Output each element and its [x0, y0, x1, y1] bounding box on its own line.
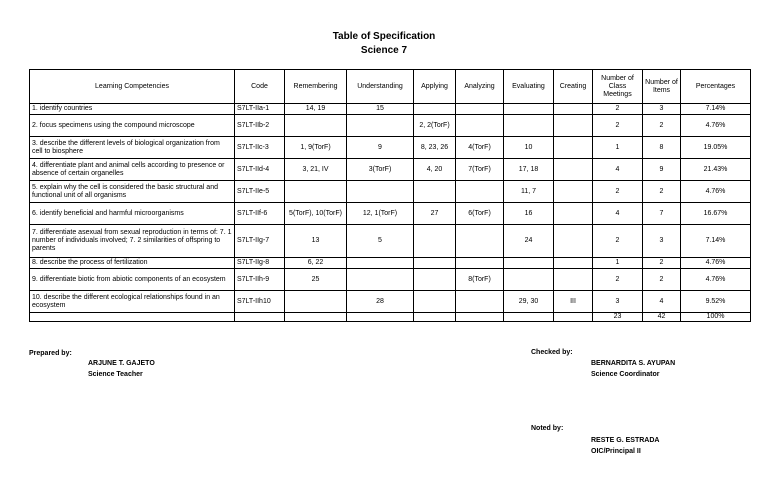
cell-understanding: 15 — [347, 104, 414, 115]
cell-remembering: 13 — [285, 225, 347, 258]
cell-evaluating — [504, 104, 554, 115]
cell-analyzing — [456, 291, 504, 313]
cell-meetings: 1 — [593, 258, 643, 269]
cell-meetings: 2 — [593, 181, 643, 203]
header-code: Code — [235, 70, 285, 104]
table-row — [30, 181, 751, 203]
cell-remembering — [285, 115, 347, 137]
cell-competency: 4. differentiate plant and animal cells according to presence or absence of certain organelles — [30, 159, 235, 181]
cell-remembering: 6, 22 — [285, 258, 347, 269]
cell-analyzing — [456, 258, 504, 269]
cell-code: S7LT-IIg-8 — [235, 258, 285, 269]
cell-applying — [414, 104, 456, 115]
empty-cell — [30, 313, 235, 322]
cell-meetings: 1 — [593, 137, 643, 159]
table-row — [30, 258, 751, 269]
cell-code: S7LT-IId-4 — [235, 159, 285, 181]
cell-competency: 7. differentiate asexual from sexual reproduction in terms of: 7. 1 number of individuals involved; 7. 2 similarities of offspring to parents — [30, 225, 235, 258]
empty-cell — [554, 313, 593, 322]
cell-creating — [554, 159, 593, 181]
cell-competency: 2. focus specimens using the compound microscope — [30, 115, 235, 137]
cell-applying: 2, 2(TorF) — [414, 115, 456, 137]
cell-creating — [554, 225, 593, 258]
cell-meetings: 4 — [593, 159, 643, 181]
cell-items: 4 — [643, 291, 681, 313]
total-items: 42 — [643, 313, 681, 322]
empty-cell — [414, 313, 456, 322]
empty-cell — [504, 313, 554, 322]
cell-creating — [554, 269, 593, 291]
cell-analyzing: 8(TorF) — [456, 269, 504, 291]
cell-competency: 8. describe the process of fertilization — [30, 258, 235, 269]
empty-cell — [456, 313, 504, 322]
cell-understanding — [347, 269, 414, 291]
cell-meetings: 4 — [593, 203, 643, 225]
header-percentages: Percentages — [681, 70, 751, 104]
table-row — [30, 291, 751, 313]
noted-by-label: Noted by: — [531, 425, 564, 432]
specification-table — [29, 69, 751, 322]
cell-items: 3 — [643, 104, 681, 115]
table-row — [30, 104, 751, 115]
cell-remembering — [285, 291, 347, 313]
cell-creating — [554, 203, 593, 225]
cell-items: 2 — [643, 269, 681, 291]
cell-understanding — [347, 115, 414, 137]
cell-remembering: 25 — [285, 269, 347, 291]
cell-items: 8 — [643, 137, 681, 159]
header-competencies: Learning Competencies — [30, 70, 235, 104]
cell-competency: 1. identify countries — [30, 104, 235, 115]
cell-items: 7 — [643, 203, 681, 225]
header-row — [30, 70, 751, 104]
cell-applying — [414, 225, 456, 258]
header-meetings: Number of Class Meetings — [593, 70, 643, 104]
cell-code: S7LT-IIf-6 — [235, 203, 285, 225]
cell-percentage: 16.67% — [681, 203, 751, 225]
noted-by-name: RESTE G. ESTRADA — [591, 437, 660, 444]
cell-code: S7LT-IIh-9 — [235, 269, 285, 291]
checked-by-role: Science Coordinator — [591, 371, 660, 378]
cell-understanding: 9 — [347, 137, 414, 159]
header-remembering: Remembering — [285, 70, 347, 104]
checked-by-name: BERNARDITA S. AYUPAN — [591, 360, 676, 367]
cell-competency: 6. identify beneficial and harmful microorganisms — [30, 203, 235, 225]
cell-meetings: 2 — [593, 225, 643, 258]
cell-creating — [554, 181, 593, 203]
cell-remembering: 1, 9(TorF) — [285, 137, 347, 159]
cell-evaluating — [504, 115, 554, 137]
cell-creating — [554, 137, 593, 159]
cell-analyzing — [456, 225, 504, 258]
cell-meetings: 2 — [593, 115, 643, 137]
cell-code: S7LT-IIh10 — [235, 291, 285, 313]
header-analyzing: Analyzing — [456, 70, 504, 104]
cell-items: 2 — [643, 181, 681, 203]
checked-by-label: Checked by: — [531, 349, 573, 356]
header-items: Number of Items — [643, 70, 681, 104]
cell-creating — [554, 104, 593, 115]
cell-evaluating: 10 — [504, 137, 554, 159]
cell-creating — [554, 258, 593, 269]
cell-code: S7LT-IIg-7 — [235, 225, 285, 258]
cell-meetings: 2 — [593, 269, 643, 291]
cell-competency: 9. differentiate biotic from abiotic components of an ecosystem — [30, 269, 235, 291]
cell-understanding: 28 — [347, 291, 414, 313]
empty-cell — [235, 313, 285, 322]
cell-evaluating — [504, 258, 554, 269]
cell-evaluating: 17, 18 — [504, 159, 554, 181]
cell-code: S7LT-IIb-2 — [235, 115, 285, 137]
cell-analyzing: 6(TorF) — [456, 203, 504, 225]
cell-applying — [414, 269, 456, 291]
cell-analyzing: 7(TorF) — [456, 159, 504, 181]
cell-remembering: 14, 19 — [285, 104, 347, 115]
prepared-by-role: Science Teacher — [88, 371, 143, 378]
cell-meetings: 3 — [593, 291, 643, 313]
cell-meetings: 2 — [593, 104, 643, 115]
prepared-by-name: ARJUNE T. GAJETO — [88, 360, 155, 367]
cell-remembering: 3, 21, IV — [285, 159, 347, 181]
cell-percentage: 4.76% — [681, 269, 751, 291]
cell-evaluating: 11, 7 — [504, 181, 554, 203]
cell-code: S7LT-IIc-3 — [235, 137, 285, 159]
table-row — [30, 225, 751, 258]
cell-items: 9 — [643, 159, 681, 181]
cell-understanding: 3(TorF) — [347, 159, 414, 181]
cell-applying: 8, 23, 26 — [414, 137, 456, 159]
empty-cell — [347, 313, 414, 322]
cell-remembering — [285, 181, 347, 203]
table-row — [30, 269, 751, 291]
total-meetings: 23 — [593, 313, 643, 322]
cell-applying — [414, 258, 456, 269]
document-title: Table of Specification — [332, 31, 436, 42]
cell-percentage: 9.52% — [681, 291, 751, 313]
noted-by-role: OIC/Principal II — [591, 448, 641, 455]
cell-competency: 5. explain why the cell is considered the basic structural and functional unit of all organisms — [30, 181, 235, 203]
cell-percentage: 4.76% — [681, 181, 751, 203]
cell-applying — [414, 181, 456, 203]
cell-analyzing — [456, 115, 504, 137]
cell-evaluating: 29, 30 — [504, 291, 554, 313]
cell-evaluating — [504, 269, 554, 291]
header-creating: Creating — [554, 70, 593, 104]
cell-applying: 4, 20 — [414, 159, 456, 181]
total-percentage: 100% — [681, 313, 751, 322]
cell-analyzing — [456, 181, 504, 203]
table-row — [30, 137, 751, 159]
cell-code: S7LT-IIe-5 — [235, 181, 285, 203]
document-subtitle: Science 7 — [360, 45, 408, 56]
cell-items: 2 — [643, 115, 681, 137]
cell-creating — [554, 115, 593, 137]
cell-competency: 10. describe the different ecological relationships found in an ecosystem — [30, 291, 235, 313]
cell-remembering: 5(TorF), 10(TorF) — [285, 203, 347, 225]
prepared-by-label: Prepared by: — [29, 350, 72, 357]
cell-items: 2 — [643, 258, 681, 269]
cell-applying — [414, 291, 456, 313]
cell-applying: 27 — [414, 203, 456, 225]
empty-cell — [285, 313, 347, 322]
cell-percentage: 19.05% — [681, 137, 751, 159]
cell-percentage: 4.76% — [681, 115, 751, 137]
cell-percentage: 21.43% — [681, 159, 751, 181]
cell-code: S7LT-IIa-1 — [235, 104, 285, 115]
cell-understanding: 12, 1(TorF) — [347, 203, 414, 225]
cell-evaluating: 24 — [504, 225, 554, 258]
cell-analyzing — [456, 104, 504, 115]
cell-evaluating: 16 — [504, 203, 554, 225]
cell-percentage: 4.76% — [681, 258, 751, 269]
cell-creating: III — [554, 291, 593, 313]
totals-row — [30, 313, 751, 322]
cell-understanding: 5 — [347, 225, 414, 258]
cell-understanding — [347, 181, 414, 203]
cell-items: 3 — [643, 225, 681, 258]
cell-analyzing: 4(TorF) — [456, 137, 504, 159]
cell-percentage: 7.14% — [681, 225, 751, 258]
cell-percentage: 7.14% — [681, 104, 751, 115]
cell-understanding — [347, 258, 414, 269]
header-applying: Applying — [414, 70, 456, 104]
header-evaluating: Evaluating — [504, 70, 554, 104]
header-understanding: Understanding — [347, 70, 414, 104]
table-row — [30, 115, 751, 137]
cell-competency: 3. describe the different levels of biological organization from cell to biosphere — [30, 137, 235, 159]
table-row — [30, 203, 751, 225]
table-row — [30, 159, 751, 181]
